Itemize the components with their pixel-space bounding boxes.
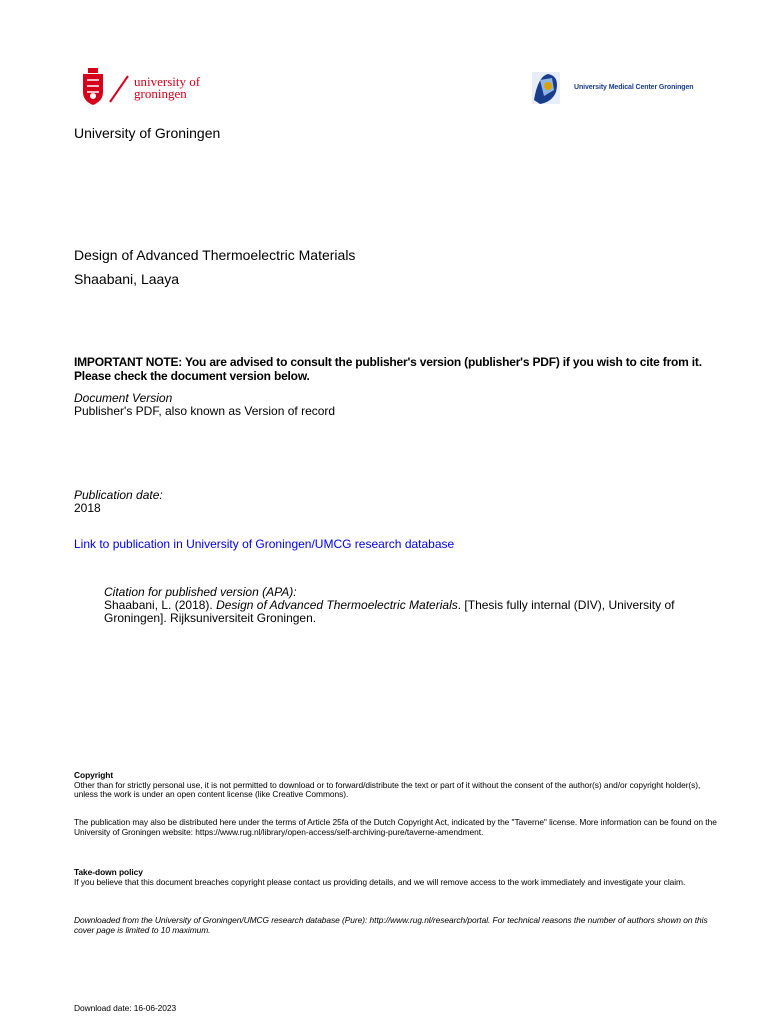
umcg-logo-text: University Medical Center Groningen	[574, 84, 694, 91]
publication-link[interactable]: Link to publication in University of Groningen/UMCG research database	[74, 537, 455, 551]
copyright-text: Other than for strictly personal use, it is not permitted to download or to forward/distribute the text or part of it without the consent of the author(s) and/or copyright holder(s), unless the work is under an open content license (like Creative Commons).	[74, 779, 701, 800]
downloaded-note: Downloaded from the University of Groningen/UMCG research database (Pure): http://www.rug.nl/research/portal. For technical reasons the number of authors shown on this cover page is limited to 10 maximum.	[74, 915, 708, 935]
citation-suffix: . [Thesis fully internal (DIV), University of Groningen]. Rijksuniversiteit Groningen.	[104, 598, 675, 625]
rug-logo-line2: groningen	[134, 86, 187, 101]
document-version-block	[74, 392, 335, 418]
important-note: IMPORTANT NOTE: You are advised to consult the publisher's version (publisher's PDF) if you wish to cite from it. Please check the document version below.	[74, 355, 702, 383]
download-date: Download date: 16-06-2023	[74, 1003, 177, 1013]
citation-title: Design of Advanced Thermoelectric Materials	[216, 598, 458, 612]
rug-crest-icon	[80, 68, 106, 106]
publication-date-value: 2018	[74, 501, 101, 515]
rug-slash-icon	[108, 74, 130, 104]
citation-prefix: Shaabani, L. (2018).	[104, 598, 217, 612]
publication-date-label: Publication date:	[74, 488, 163, 502]
takedown-text: If you believe that this document breaches copyright please contact us providing details, and we will remove access to the work immediately and investigate your claim.	[74, 876, 686, 887]
document-version-label: Document Version	[74, 391, 173, 405]
citation-block	[104, 586, 724, 625]
rug-logo	[78, 66, 228, 110]
publication-date-block	[74, 489, 163, 515]
takedown-section	[74, 868, 722, 887]
takedown-heading: Take-down policy	[74, 867, 143, 877]
work-author: Shaabani, Laaya	[74, 271, 180, 287]
citation-text	[104, 599, 724, 625]
work-title: Design of Advanced Thermoelectric Materials	[74, 247, 356, 263]
copyright-heading: Copyright	[74, 770, 114, 780]
copyright-section	[74, 771, 722, 800]
university-name: University of Groningen	[74, 125, 221, 141]
umcg-emblem-icon	[526, 66, 566, 110]
citation-label: Citation for published version (APA):	[104, 585, 297, 599]
rug-logo-line1: university of	[134, 74, 201, 89]
taverne-text: The publication may also be distributed here under the terms of Article 25fa of the Dutch Copyright Act, indicated by the "Taverne" license. More information can be found on the University of Groningen website: https://www.rug.nl/library/open-access/self-archiving-pure/taverne-amendment.	[74, 817, 717, 837]
document-version-value: Publisher's PDF, also known as Version of record	[74, 404, 336, 418]
umcg-logo	[526, 66, 706, 110]
